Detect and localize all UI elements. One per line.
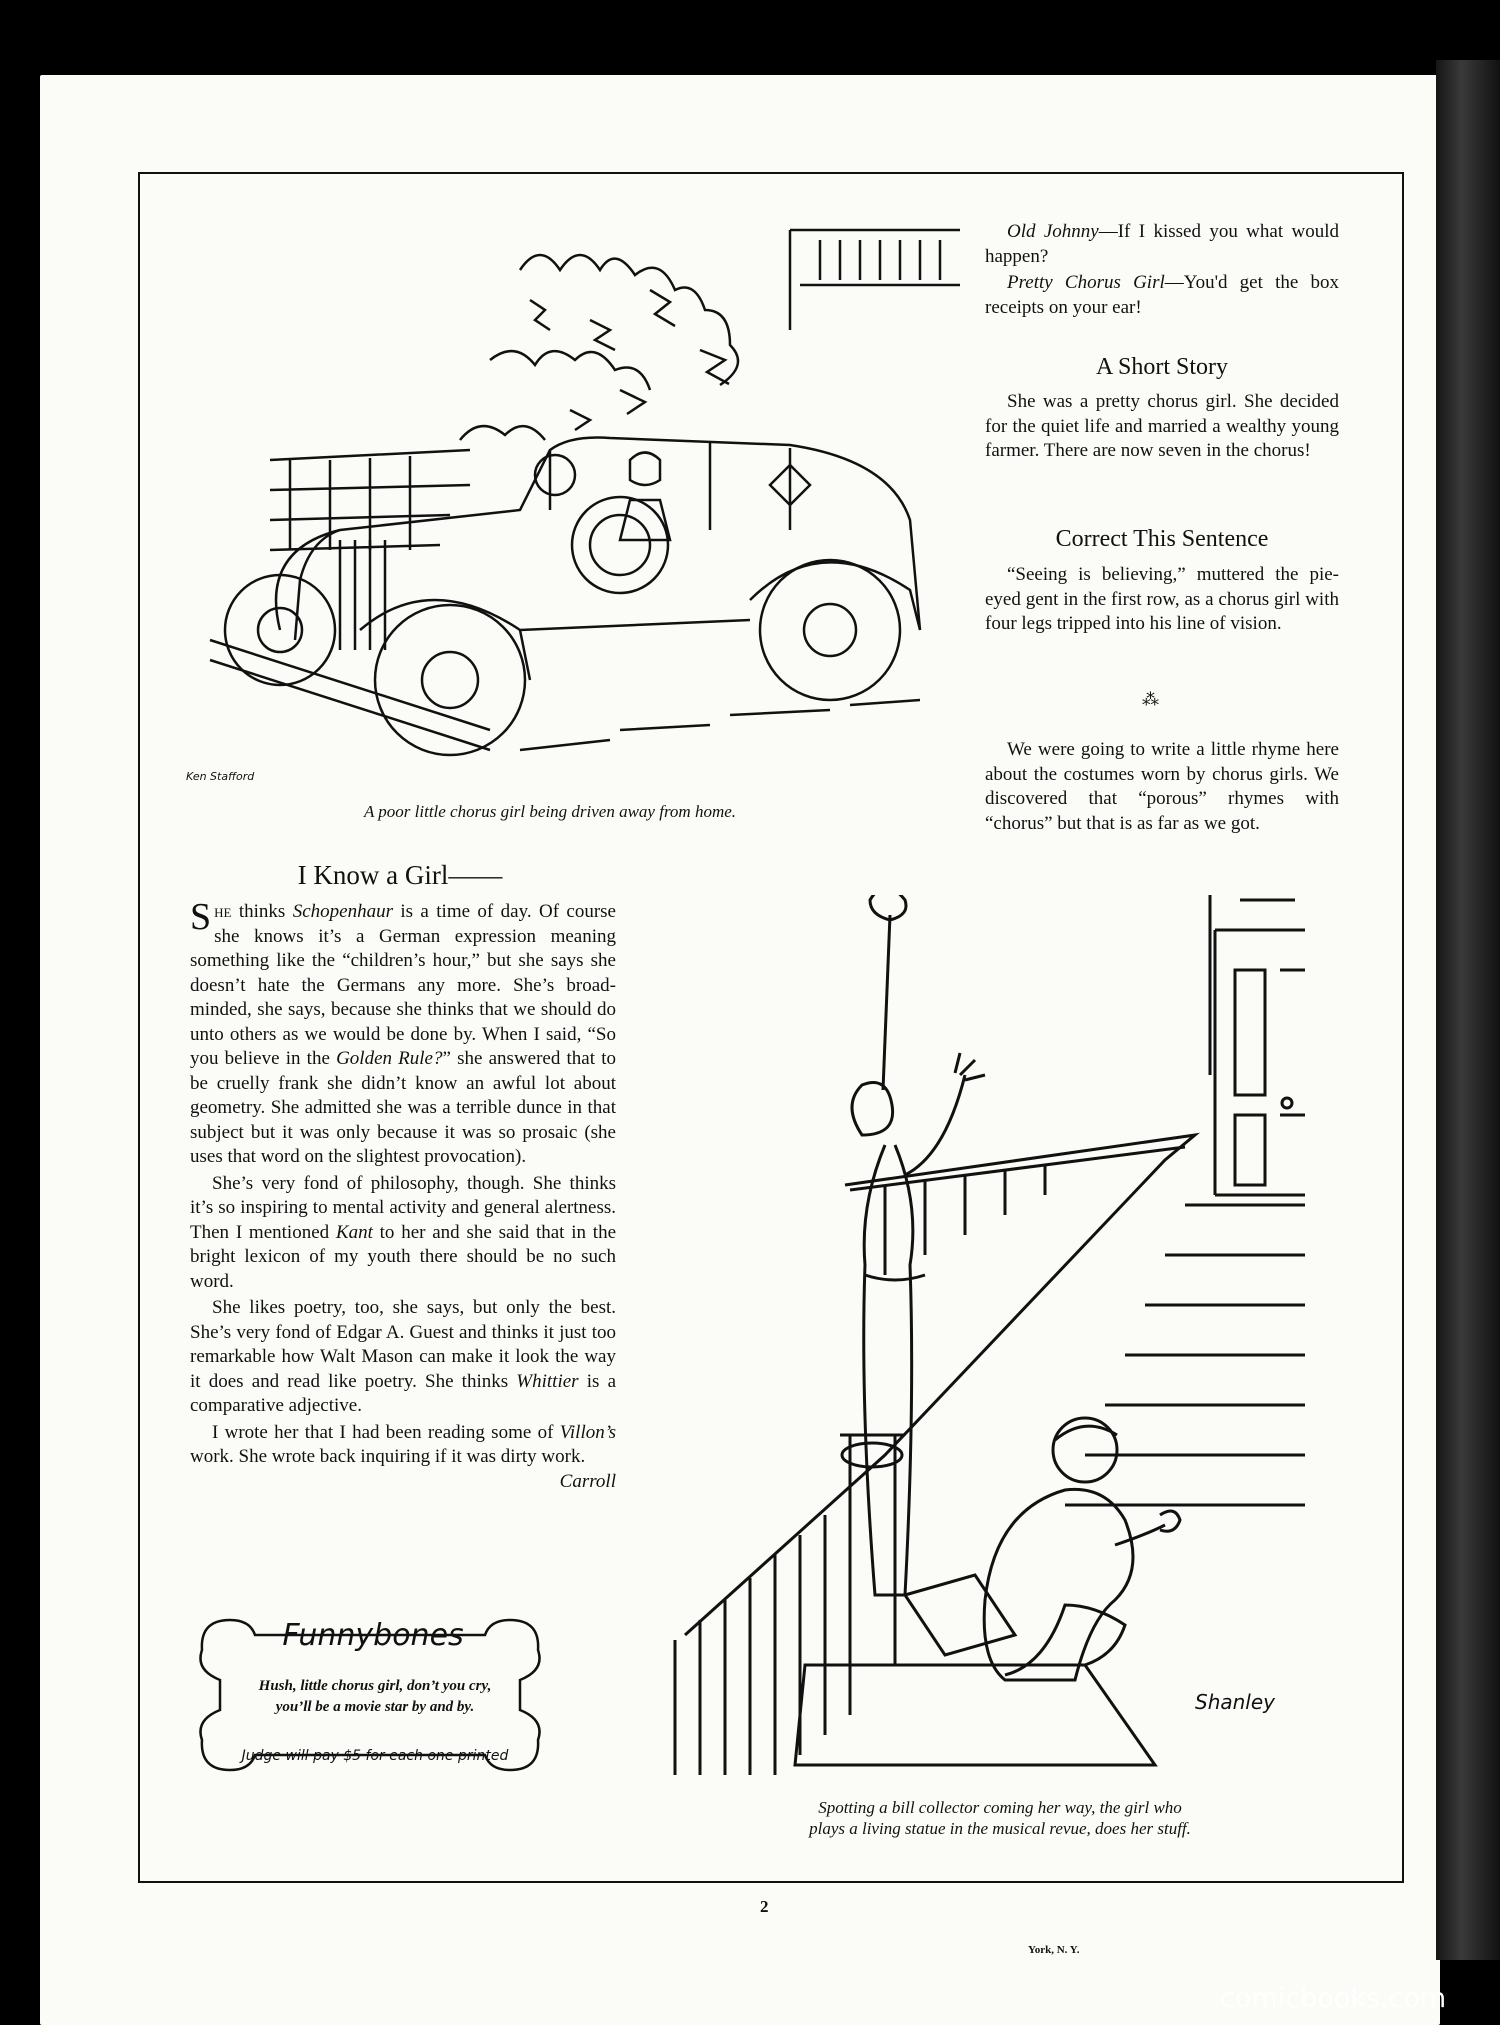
article-paragraph-2: She’s very fond of philosophy, though. She thinks it’s so inspiring to mental activity and general alertness. Then I mentioned Kant to her and she said that in the bright lexicon of my youth there should be no such word.	[190, 1172, 617, 1292]
article-dropcap: S	[190, 896, 212, 938]
staircase-caption: Spotting a bill collector coming her way, the girl who plays a living statue in the musical revue, does her stuff.	[809, 1798, 1191, 1838]
dialogue-line-2: Pretty Chorus Girl—You'd get the box receipts on your ear!	[985, 272, 1339, 318]
funnybones-verse: Hush, little chorus girl, don’t you cry, you’ll be a movie star by and by.	[258, 1678, 492, 1715]
car-illustration	[190, 210, 960, 810]
article-body	[190, 896, 617, 1494]
correct-sentence-heading: Correct This Sentence	[1055, 526, 1269, 552]
publisher-stamp: York, N. Y.	[1028, 1944, 1080, 1956]
car-drawing	[190, 210, 960, 810]
page-number: 2	[760, 1897, 769, 1916]
car-caption: A poor little chorus girl being driven away from home.	[363, 802, 737, 821]
funnybones-title: Funnybones	[282, 1618, 464, 1653]
staircase-artist-signature: Shanley	[1195, 1690, 1275, 1714]
site-watermark: comicbooks.com	[1220, 1983, 1447, 2014]
funnybones-box	[190, 1610, 550, 1780]
right-column	[985, 220, 1339, 322]
article-paragraph-1: She thinks Schopenhaur is a time of day. Of course she knows it’s a German expression meaning something like the “children’s hour,” but she says she doesn’t hate the Germans any more. She’s broad-minded, she says, because she thinks that we should do unto others as we would be done by. When I said, “So you believe in the Golden Rule?” she answered that to be cruelly frank she didn’t know an awful lot about geometry. She admitted she was a terrible dunce in that subject but it was only because it was so prosaic (she uses that word on the slightest provocation).	[190, 896, 616, 1167]
article-paragraph-3: She likes poetry, too, she says, but only the best. She’s very fond of Edgar A. Guest and thinks it just too remarkable how Walt Mason can make it look the way it does and read like poetry. She thinks Whittier is a comparative adjective.	[190, 1297, 617, 1416]
dialogue-line-1: Old Johnny—If I kissed you what would happen?	[985, 221, 1339, 267]
section-separator: ⁂	[1142, 690, 1160, 709]
short-story-heading: A Short Story	[1095, 354, 1229, 380]
rhyme-note: We were going to write a little rhyme here about the costumes worn by chorus girls. We discovered that “porous” rhymes with “chorus” but that is as far as we got.	[985, 739, 1339, 834]
short-story-text: She was a pretty chorus girl. She decided for the quiet life and married a wealthy young farmer. There are now seven in the chorus!	[985, 391, 1339, 461]
staircase-illustration	[655, 895, 1305, 1775]
article-heading: I Know a Girl——	[297, 860, 503, 890]
article-paragraph-4: I wrote her that I had been reading some of Villon’s work. She wrote back inquiring if it was dirty work. Carroll	[190, 1421, 616, 1470]
correct-sentence-text: “Seeing is believing,” muttered the pie-eyed gent in the first row, as a chorus girl with four legs tripped into his line of vision.	[985, 564, 1339, 634]
car-artist-signature: Ken Stafford	[186, 770, 255, 783]
funnybones-footer: Judge will pay $5 for each one printed	[241, 1748, 509, 1764]
article-signature: Carroll	[559, 1470, 616, 1492]
staircase-drawing	[655, 895, 1305, 1775]
page-binding-edge	[1436, 60, 1500, 1960]
